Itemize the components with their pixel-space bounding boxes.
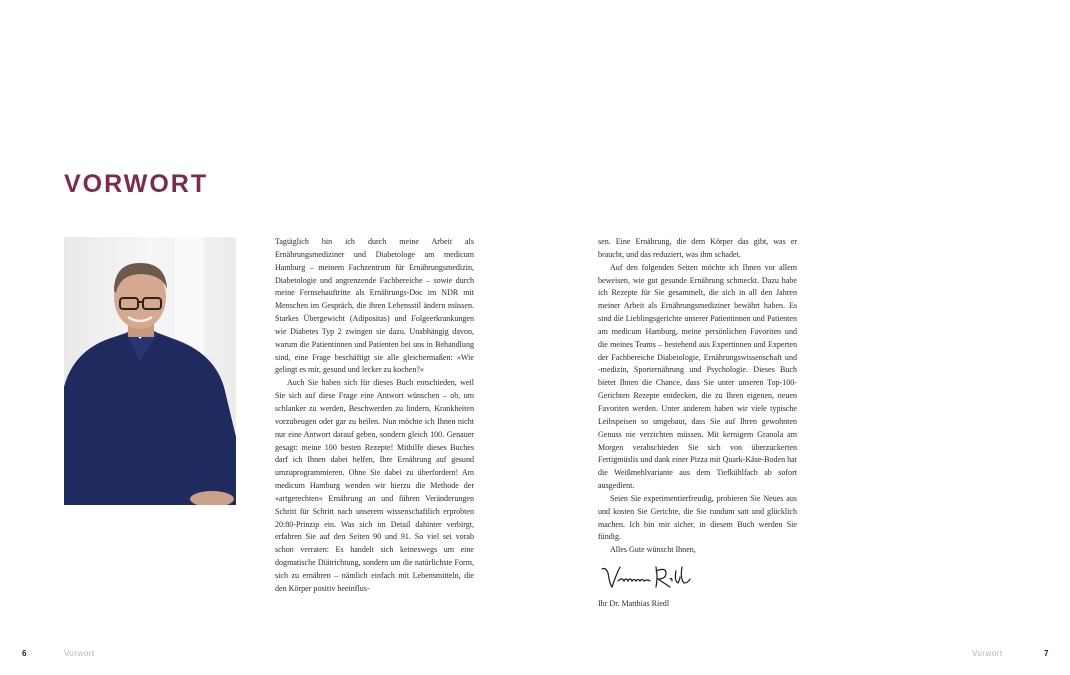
author-portrait — [64, 237, 236, 505]
page-number-left: 6 — [22, 649, 27, 658]
running-title-right: Vorwort — [972, 649, 1003, 658]
body-text-left-column — [275, 236, 474, 596]
paragraph: sen. Eine Ernährung, die dem Körper das gibt, was er braucht, und das reduziert, was ihm schadet. — [598, 237, 797, 259]
page-number-right: 7 — [1044, 649, 1049, 658]
author-name: Ihr Dr. Matthias Riedl — [598, 599, 670, 609]
paragraph: Tagtäglich bin ich durch meine Arbeit als Ernährungsmediziner und Diabetologe am medicum Hamburg – meinem Fachzentrum für Ernährungsmedizin, Diabetologie und angrenzende Fachbereiche – sowie durch meine Fernsehauftritte als Ernährungs-Doc im NDR mit Menschen im Gespräch, die ihren Lebensstil ändern müssen. Starkes Übergewicht (Adipositas) und Folgeerkrankungen wie Diabetes Typ 2 zwingen sie dazu. Unabhängig davon, warum die Patientinnen und Patienten bei uns in Behandlung sind, eine Frage beschäftigt sie alle gleichermaßen: »Wie gelingt es mir, gesund und lecker zu kochen?« — [275, 237, 474, 375]
signature-icon — [600, 563, 692, 593]
paragraph: Auch Sie haben sich für dieses Buch entschieden, weil Sie sich auf diese Frage eine Antwort wünschen – ob, um schlanker zu werden, Beschwerden zu lindern, Krankheiten vorzubeugen oder gar zu heilen. Nun möchte ich Ihnen nicht nur eine Antwort darauf geben, sondern gleich 100. Genauer gesagt: meine 100 besten Rezepte! Mithilfe dieses Buches darf ich Ihnen dabei helfen, Ihre Ernährung auf gesund umzuprogrammieren. Ohne Sie dabei zu überfordern! Am medicum Hamburg wenden wir hierzu die Methode der »artgerechten« Ernährung an und führen Veränderungen Schritt für Schritt nach unserem wissenschaftlich erprobten 20:80-Prinzip ein. Was sich im Detail dahinter verbirgt, erfahren Sie auf den Seiten 90 und 91. So viel sei vorab schon verraten: Es handelt sich keineswegs um eine dogmatische Diätrichtung, sondern um die natürlichste Form, sich zu ernähren – nämlich einfach mit Lebensmitteln, die den Körper positiv beeinflus- — [275, 378, 474, 593]
closing-greeting: Alles Gute wünscht Ihnen, — [610, 545, 696, 555]
body-text-right-column — [598, 236, 797, 611]
paragraph: Seien Sie experimentierfreudig, probieren Sie Neues aus und kosten Sie Gerichte, die Sie rundum satt und glücklich machen. Ich bin mir sicher, in diesem Buch werden Sie fündig. — [598, 493, 797, 542]
page-title: VORWORT — [64, 170, 209, 198]
portrait-photo-icon — [64, 237, 236, 505]
paragraph: Auf den folgenden Seiten möchte ich Ihnen vor allem beweisen, wie gut gesunde Ernährung schmeckt. Dazu habe ich Rezepte für Sie gesammelt, die sich in all den Jahren meiner Arbeit als Ernährungsmediziner bewährt haben. Es sind die Lieblingsgerichte unserer Patientinnen und Patienten am medicum Hamburg, meine persönlichen Favoriten und die meines Teams – bestehend aus Expertinnen und Experten der Fachbereiche Diabetologie, Ernährungswissenschaft und -medizin, Sporternährung und Psychologie. Dieses Buch bietet Ihnen die Chance, dass Sie unter unseren Top-100-Gerichten Rezepte entdecken, die zu Ihren eigenen, neuen Favoriten werden. Unter anderem haben wir viele typische Leibspeisen so umgebaut, dass Sie auf Ihren gewohnten Genuss nie verzichten müssen. Mit kernigem Granola am Morgen verabschieden Sie sich von überzuckerten Fertigmüslis und dank einer Pizza mit Quark-Käse-Boden hat die Weißmehlvariante aus dem Tiefkühlfach ab sofort ausgedient. — [598, 262, 797, 491]
running-title-left: Vorwort — [64, 649, 95, 658]
